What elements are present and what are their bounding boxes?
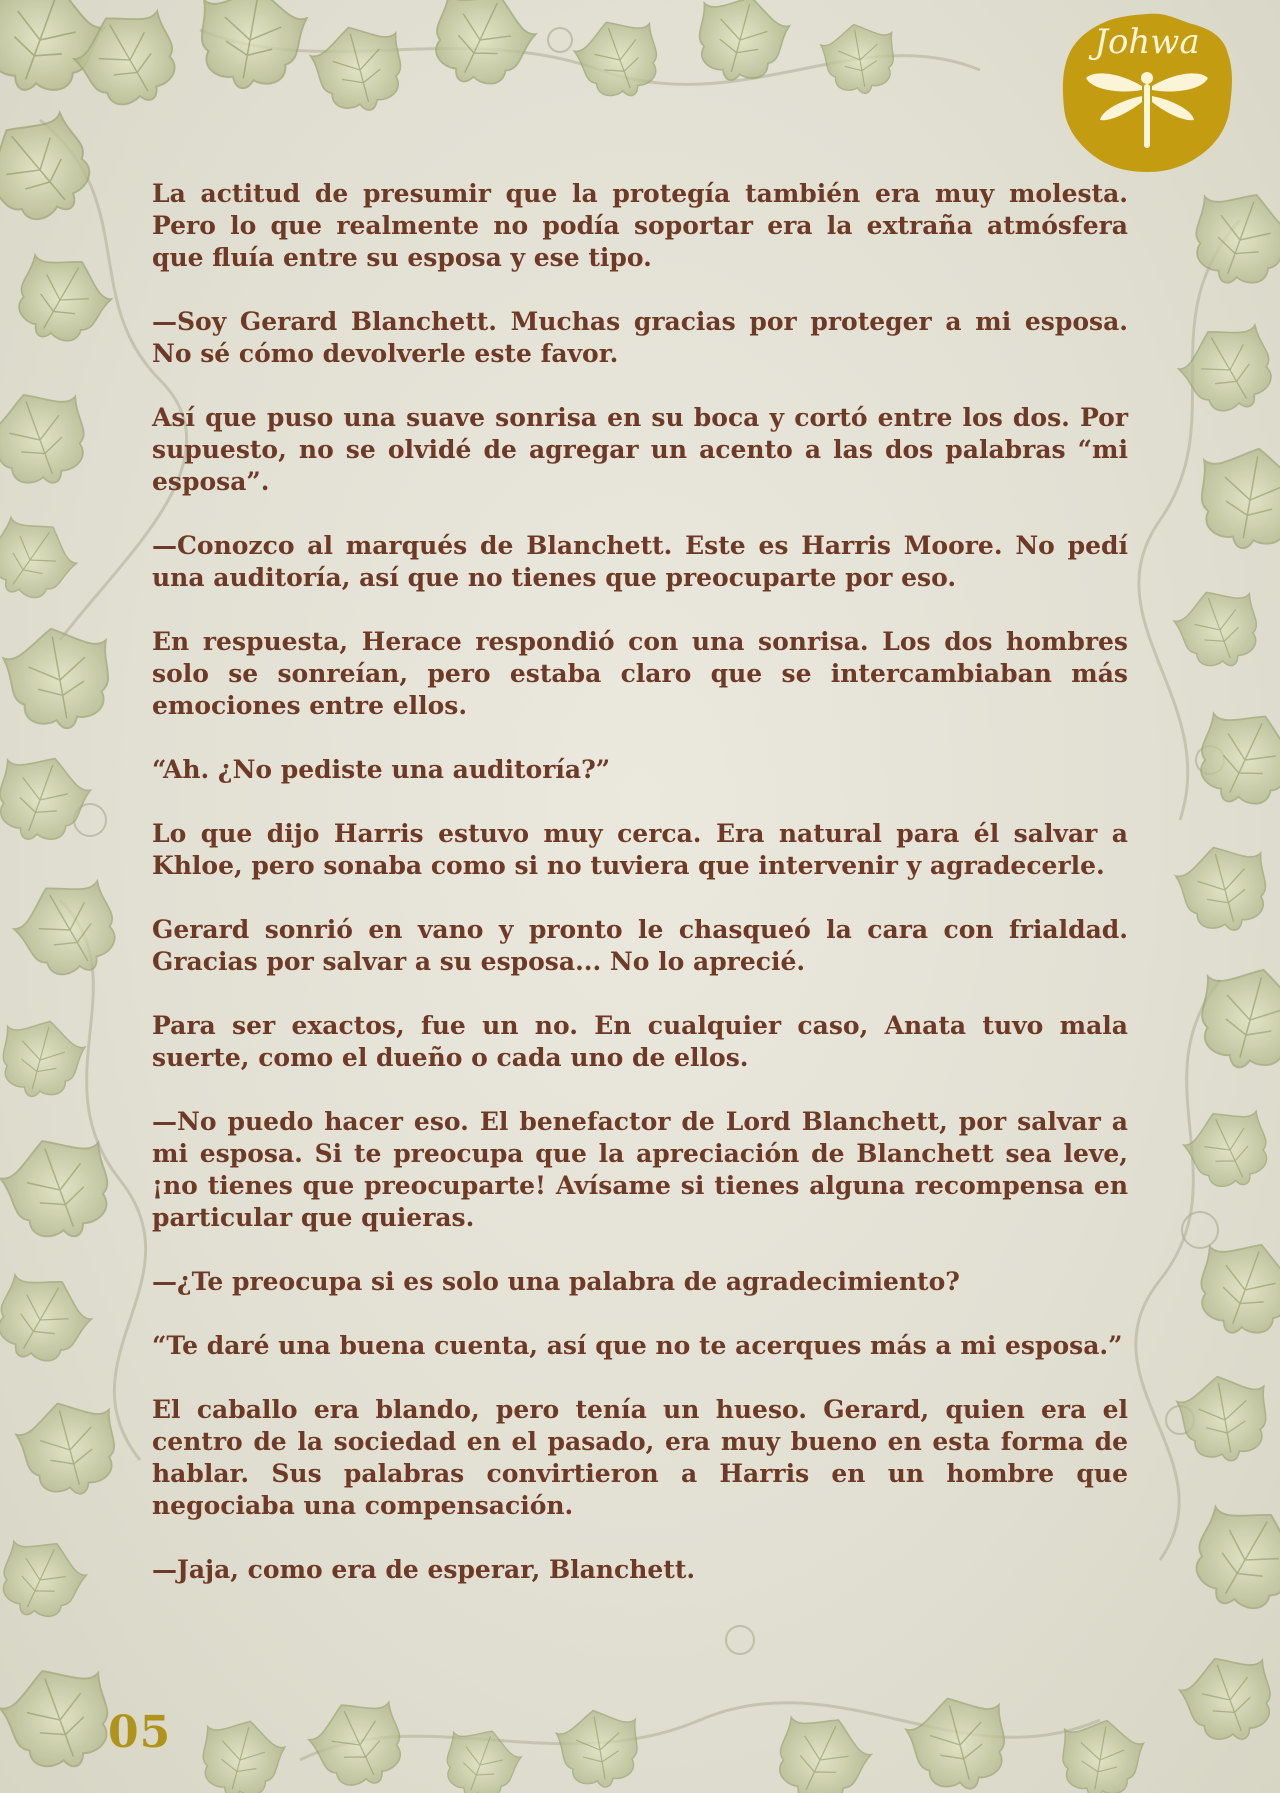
page-number: 05 — [108, 1707, 172, 1758]
paragraph: La actitud de presumir que la protegía también era muy molesta. Pero lo que realmente no podía soportar era la extraña atmósfera que fluía entre su esposa y ese tipo. — [152, 179, 1128, 272]
johwa-logo — [1058, 10, 1236, 176]
paragraph: Lo que dijo Harris estuvo muy cerca. Era natural para él salvar a Khloe, pero sonaba como si no tuviera que intervenir y agradecerle. — [152, 819, 1128, 880]
paragraph: “Ah. ¿No pediste una auditoría?” — [152, 755, 611, 784]
paragraph: —Soy Gerard Blanchett. Muchas gracias por proteger a mi esposa. No sé cómo devolverle este favor. — [152, 307, 1128, 368]
paragraph: —¿Te preocupa si es solo una palabra de agradecimiento? — [152, 1267, 960, 1296]
paragraph: “Te daré una buena cuenta, así que no te acerques más a mi esposa.” — [152, 1331, 1123, 1360]
paragraph: —Conozco al marqués de Blanchett. Este es Harris Moore. No pedí una auditoría, así que no tienes que preocuparte por eso. — [152, 531, 1128, 592]
logo-text: Johwa — [1094, 22, 1200, 62]
paragraph: —No puedo hacer eso. El benefactor de Lord Blanchett, por salvar a mi esposa. Si te preocupa que la apreciación de Blanchett sea leve, ¡no tienes que preocuparte! Avísame si tienes alguna recompensa en particular que quieras. — [152, 1107, 1128, 1232]
paragraph: —Jaja, como era de esperar, Blanchett. — [152, 1555, 696, 1584]
paragraph: En respuesta, Herace respondió con una sonrisa. Los dos hombres solo se sonreían, pero estaba claro que se intercambiaban más emociones entre ellos. — [152, 627, 1128, 720]
paragraph: Así que puso una suave sonrisa en su boca y cortó entre los dos. Por supuesto, no se olvidé de agregar un acento a las dos palabras “mi esposa”. — [152, 403, 1128, 496]
paragraph: El caballo era blando, pero tenía un hueso. Gerard, quien era el centro de la sociedad en el pasado, era muy bueno en esta forma de hablar. Sus palabras convirtieron a Harris en un hombre que negociaba una compensación. — [152, 1395, 1128, 1520]
story-text — [152, 178, 1128, 1618]
paragraph: Para ser exactos, fue un no. En cualquier caso, Anata tuvo mala suerte, como el dueño o cada uno de ellos. — [152, 1011, 1128, 1072]
paragraph: Gerard sonrió en vano y pronto le chasqueó la cara con frialdad. Gracias por salvar a su esposa... No lo aprecié. — [152, 915, 1128, 976]
